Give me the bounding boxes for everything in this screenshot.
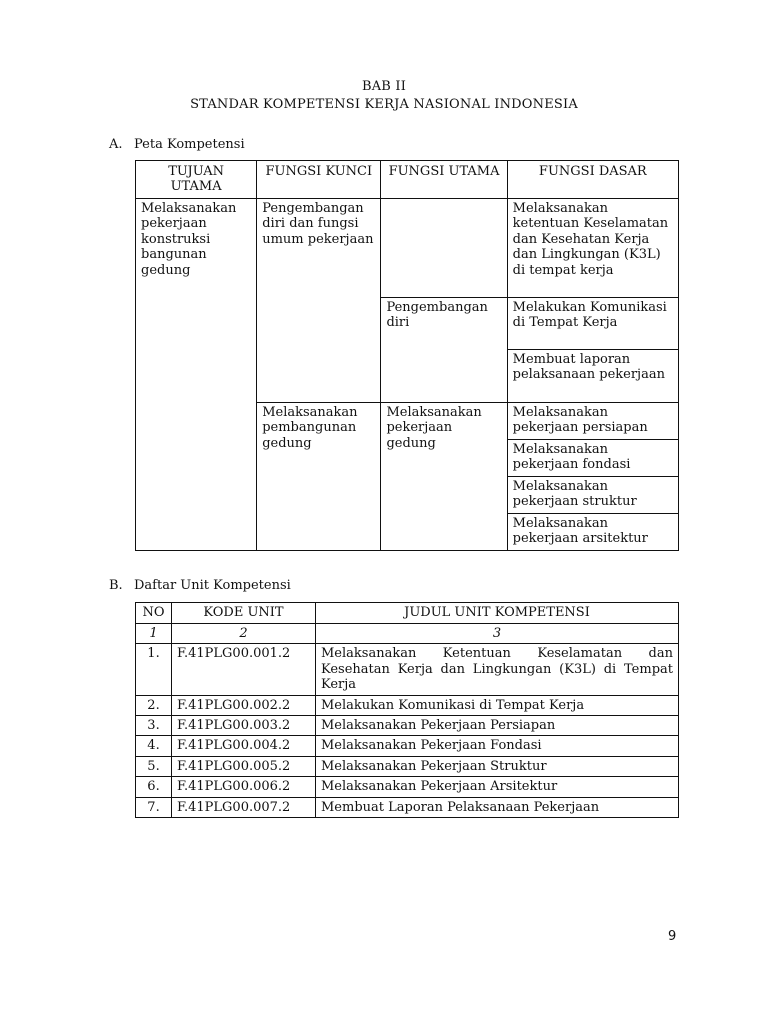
- table-row: [136, 756, 679, 776]
- column-header: FUNGSI KUNCI: [257, 161, 381, 199]
- fungsi-utama-cell: Pengembangan diri: [381, 298, 507, 403]
- fungsi-utama-cell: [381, 199, 507, 298]
- fungsi-dasar-cell: Melaksanakan pekerjaan struktur: [507, 477, 678, 514]
- section-b-title: Daftar Unit Kompetensi: [134, 578, 291, 593]
- unit-title: Melaksanakan Pekerjaan Persiapan: [316, 716, 679, 736]
- fungsi-dasar-cell: Melaksanakan pekerjaan persiapan: [507, 403, 678, 440]
- unit-code: F.41PLG00.007.2: [172, 797, 316, 817]
- index-cell: 3: [316, 624, 679, 644]
- fungsi-dasar-cell: Melaksanakan pekerjaan arsitektur: [507, 514, 678, 551]
- unit-code: F.41PLG00.001.2: [172, 644, 316, 695]
- index-cell: 1: [136, 624, 172, 644]
- section-a-letter: A.: [109, 137, 123, 152]
- unit-title: Melakukan Komunikasi di Tempat Kerja: [316, 695, 679, 715]
- table-row: [136, 797, 679, 817]
- table-row: [136, 695, 679, 715]
- tujuan-utama-cell: Melaksanakan pekerjaan konstruksi bangunan gedung: [136, 199, 257, 551]
- unit-title: Melaksanakan Pekerjaan Struktur: [316, 756, 679, 776]
- fungsi-dasar-cell: Membuat laporan pelaksanaan pekerjaan: [507, 350, 678, 403]
- fungsi-dasar-cell: Melaksanakan pekerjaan fondasi: [507, 440, 678, 477]
- fungsi-dasar-cell: Melakukan Komunikasi di Tempat Kerja: [507, 298, 678, 350]
- column-header: FUNGSI UTAMA: [381, 161, 507, 199]
- row-number: 3.: [136, 716, 172, 736]
- unit-title: Melaksanakan Pekerjaan Fondasi: [316, 736, 679, 756]
- row-number: 1.: [136, 644, 172, 695]
- column-header: TUJUAN UTAMA: [136, 161, 257, 199]
- competency-map-table: [135, 160, 679, 551]
- section-b-heading: [109, 578, 291, 593]
- row-number: 5.: [136, 756, 172, 776]
- unit-code: F.41PLG00.005.2: [172, 756, 316, 776]
- fungsi-dasar-cell: Melaksanakan ketentuan Keselamatan dan Kesehatan Kerja dan Lingkungan (K3L) di tempat kerja: [507, 199, 678, 298]
- unit-code: F.41PLG00.006.2: [172, 777, 316, 797]
- index-row: [136, 624, 679, 644]
- index-cell: 2: [172, 624, 316, 644]
- section-b-letter: B.: [109, 578, 123, 593]
- unit-title: Melaksanakan Ketentuan Keselamatan dan Kesehatan Kerja dan Lingkungan (K3L) di Tempat Kerja: [316, 644, 679, 695]
- unit-code: F.41PLG00.004.2: [172, 736, 316, 756]
- column-header: NO: [136, 603, 172, 624]
- row-number: 6.: [136, 777, 172, 797]
- row-number: 4.: [136, 736, 172, 756]
- fungsi-kunci-cell: Pengembangan diri dan fungsi umum pekerjaan: [257, 199, 381, 403]
- competency-units-table: [135, 602, 679, 818]
- fungsi-utama-cell: Melaksanakan pekerjaan gedung: [381, 403, 507, 551]
- chapter-label: BAB II: [361, 79, 407, 94]
- column-header: KODE UNIT: [172, 603, 316, 624]
- table-row: [136, 644, 679, 695]
- section-a-heading: [109, 137, 245, 152]
- fungsi-kunci-cell: Melaksanakan pembangunan gedung: [257, 403, 381, 551]
- page-number: 9: [668, 929, 677, 944]
- table-header-row: [136, 603, 679, 624]
- unit-title: Membuat Laporan Pelaksanaan Pekerjaan: [316, 797, 679, 817]
- unit-title: Melaksanakan Pekerjaan Arsitektur: [316, 777, 679, 797]
- unit-code: F.41PLG00.003.2: [172, 716, 316, 736]
- section-a-title: Peta Kompetensi: [134, 137, 245, 152]
- table-row: [136, 199, 679, 298]
- chapter-title: STANDAR KOMPETENSI KERJA NASIONAL INDONESIA: [190, 97, 578, 112]
- table-row: [136, 777, 679, 797]
- row-number: 7.: [136, 797, 172, 817]
- table-header-row: [136, 161, 679, 199]
- unit-code: F.41PLG00.002.2: [172, 695, 316, 715]
- column-header: JUDUL UNIT KOMPETENSI: [316, 603, 679, 624]
- column-header: FUNGSI DASAR: [507, 161, 678, 199]
- table-row: [136, 736, 679, 756]
- table-row: [136, 716, 679, 736]
- row-number: 2.: [136, 695, 172, 715]
